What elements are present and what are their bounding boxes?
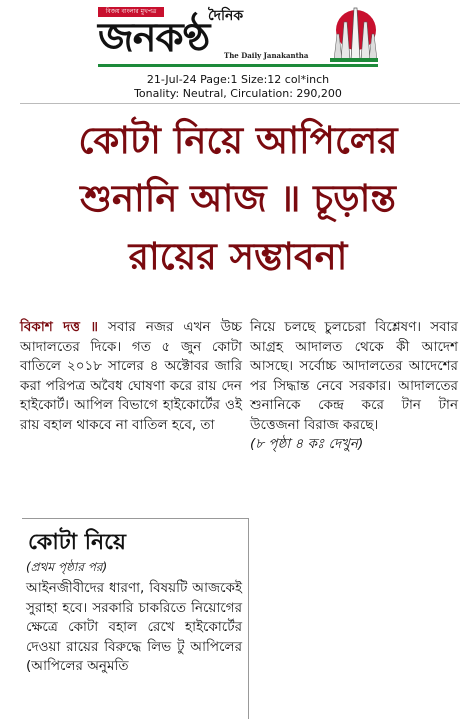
- divider: [20, 103, 460, 104]
- clipping-meta-tonality: Tonality: Neutral, Circulation: 290,200: [134, 87, 342, 100]
- masthead-daily-label: দৈনিক: [208, 8, 244, 24]
- continuation-title: কোটা নিয়ে: [28, 530, 126, 555]
- headline-line-3: রায়ের সম্ভাবনা: [128, 235, 348, 278]
- clipping-meta-date-size: 21-Jul-24 Page:1 Size:12 col*inch: [146, 73, 330, 86]
- article-text-right: নিয়ে চলছে চুলচেরা বিশ্লেষণ। সবার আগ্রহ আদালত থেকে কী আদেশ আসছে। সর্বোচ্চ আদালতের আদেশের পর সিদ্ধান্ত নেবে সরকার। আদালতের শুনানিকে কেন্দ্র করে টান টান উত্তেজনা বিরাজ করছে।: [250, 319, 458, 433]
- monument-logo-icon: [330, 4, 378, 66]
- continuation-body: আইনজীবীদের ধারণা, বিষয়টি আজকেই সুরাহা হবে। সরকারি চাকরিতে নিয়োগের ক্ষেত্রে কোটা বহাল রেখে হাইকোর্টের দেওয়া রায়ের বিরুদ্ধে লিভ টু আপিলের (আপিলের অনুমতি: [26, 580, 242, 674]
- masthead-tagline: বিজয় বাংলার মুখপত্র: [98, 7, 164, 17]
- masthead-rule: [98, 64, 378, 67]
- byline: বিকাশ দত্ত ॥: [20, 319, 98, 335]
- masthead-english-name: The Daily Janakantha: [224, 51, 309, 60]
- continued-note: (৮ পৃষ্ঠা ৪ কঃ দেখুন): [250, 436, 364, 452]
- headline-line-1: কোটা নিয়ে আপিলের: [78, 119, 398, 162]
- masthead: [98, 4, 378, 68]
- masthead-name: জনকণ্ঠ: [98, 15, 210, 61]
- headline: [10, 112, 466, 286]
- headline-line-2: শুনানি আজ ॥ চূড়ান্ত: [80, 177, 396, 220]
- continuation-subtitle: (প্রথম পৃষ্ঠার পর): [26, 560, 108, 574]
- continuation-box: [22, 518, 249, 719]
- article-text-left: সবার নজর এখন উচ্চ আদালতের দিকে। গত ৫ জুন কোটা বাতিলে ২০১৮ সালের ৪ অক্টোবর জারি করা পরিপত্র অবৈধ ঘোষণা করে রায় দেন হাইকোর্ট। আপিল বিভাগে হাইকোর্টের ওই রায় বহাল থাকবে না বাতিল হবে, তা: [20, 319, 242, 433]
- article-column-left: [20, 318, 242, 435]
- article-column-right: [250, 318, 458, 455]
